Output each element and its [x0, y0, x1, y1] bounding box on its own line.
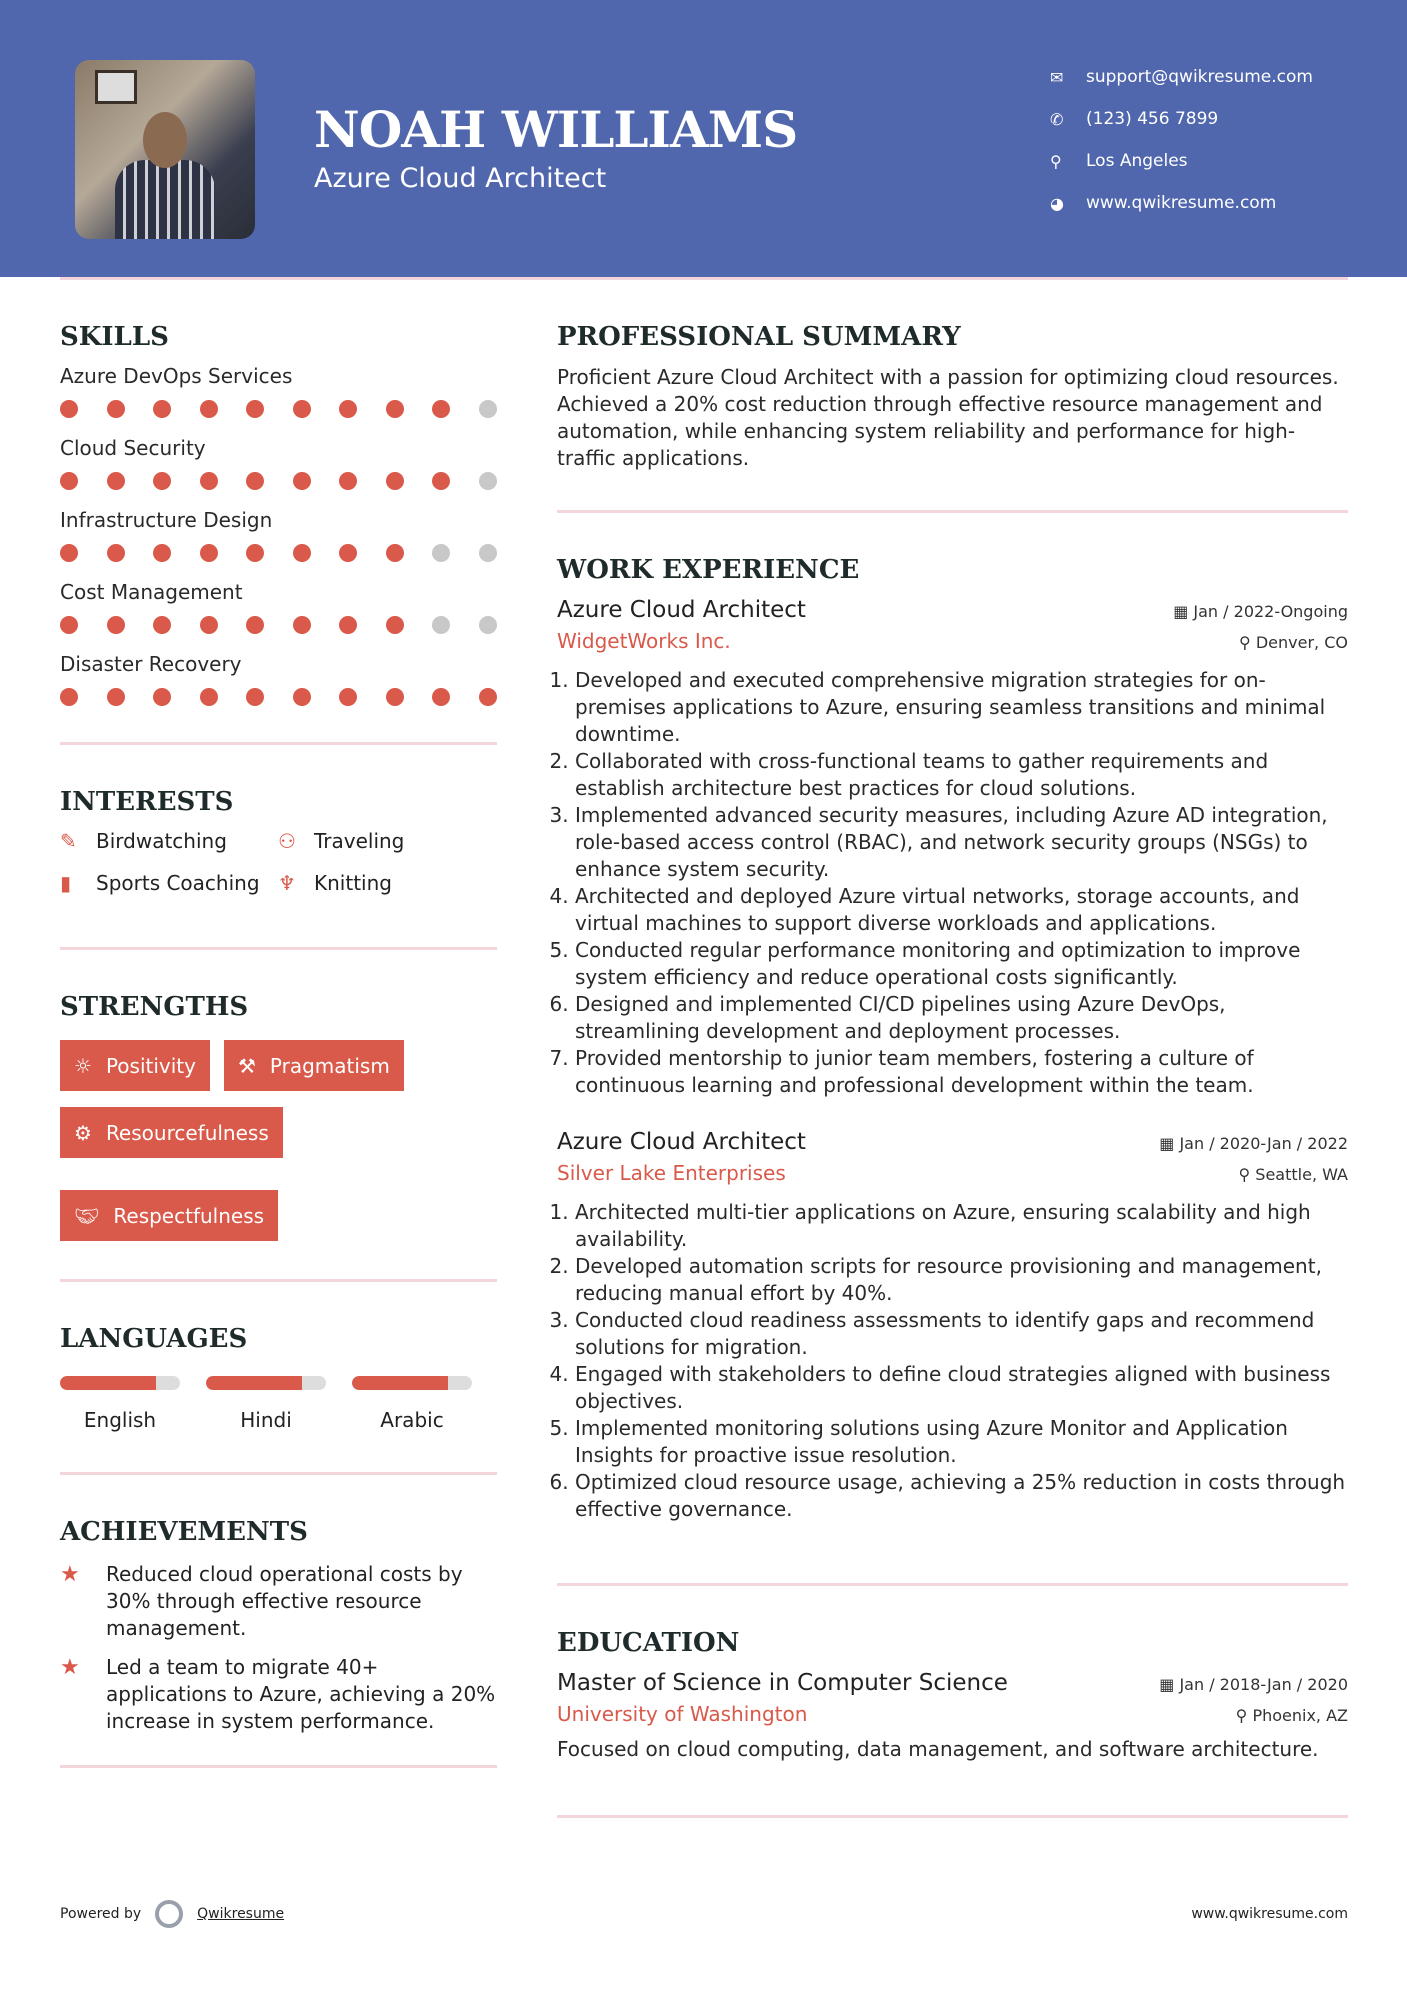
rating-dot [479, 472, 497, 490]
contact-text: support@qwikresume.com [1086, 67, 1313, 87]
education-location [1236, 1706, 1348, 1725]
skills-list [60, 364, 497, 706]
rating-dot [200, 616, 218, 634]
rating-dot [386, 616, 404, 634]
interests-heading: INTERESTS [60, 787, 234, 817]
location-text: Phoenix, AZ [1252, 1706, 1348, 1725]
gavel-icon: ⚒ [237, 1053, 256, 1078]
summary-heading: PROFESSIONAL SUMMARY [557, 322, 961, 352]
job-bullets [557, 667, 1348, 1099]
interests-list [60, 829, 497, 895]
interest-label: Sports Coaching [96, 871, 260, 895]
rating-dot [200, 472, 218, 490]
rating-dot [153, 544, 171, 562]
language-bar-fill [206, 1376, 302, 1390]
strength-label: Resourcefulness [105, 1120, 269, 1145]
rating-dot [432, 544, 450, 562]
rating-dot [479, 616, 497, 634]
strength-tag [60, 1190, 278, 1241]
rating-dot [60, 472, 78, 490]
skill-rating [60, 616, 497, 634]
footer-site[interactable]: www.qwikresume.com [1191, 1906, 1348, 1922]
language-bar [60, 1376, 180, 1390]
skill-name: Cost Management [60, 580, 243, 604]
rating-dot [107, 544, 125, 562]
language-item [206, 1376, 326, 1432]
skills-heading: SKILLS [60, 322, 169, 352]
rating-dot [293, 472, 311, 490]
gears-icon: ⚙ [74, 1120, 92, 1145]
interest-label: Traveling [314, 829, 405, 853]
job-bullet: 1. Architected multi-tier applications on Azure, ensuring scalability and high availability. [575, 1199, 1348, 1253]
summary-text: Proficient Azure Cloud Architect with a passion for optimizing cloud resources. Achieved a 20% cost reduction through effective resource management and automation, while enhancing system reliability and performance for high-traffic applications. [557, 365, 1339, 470]
job-bullet: 2. Collaborated with cross-functional teams to gather requirements and establish architecture best practices for cloud solutions. [575, 748, 1348, 802]
rating-dot [60, 688, 78, 706]
skill-name: Infrastructure Design [60, 508, 273, 532]
powered-by-text: Powered by [60, 1906, 142, 1922]
job-bullets [557, 1199, 1348, 1523]
job-bullet: 2. Developed automation scripts for resource provisioning and management, reducing manual effort by 40%. [575, 1253, 1348, 1307]
edit-icon: ✎ [60, 829, 77, 853]
rating-dot [153, 688, 171, 706]
strength-label: Respectfulness [113, 1203, 265, 1228]
skill-rating [60, 400, 497, 418]
job-bullet: 3. Implemented advanced security measures, including Azure AD integration, role-based access control (RBAC), and network security groups (NSGs) to enhance system security. [575, 802, 1348, 883]
sun-icon: ☼ [74, 1053, 92, 1078]
rating-dot [432, 472, 450, 490]
rating-dot [153, 616, 171, 634]
rating-dot [432, 400, 450, 418]
rating-dot [293, 544, 311, 562]
interest-item [278, 871, 497, 895]
strength-label: Pragmatism [269, 1053, 390, 1078]
rating-dot [60, 616, 78, 634]
job-sub [557, 1161, 1348, 1185]
interest-label: Knitting [314, 871, 392, 895]
interest-item [278, 829, 497, 853]
language-bar-fill [352, 1376, 448, 1390]
rating-dot [293, 400, 311, 418]
strengths-heading: STRENGTHS [60, 992, 249, 1022]
job-bullet: 6. Designed and implemented CI/CD pipelines using Azure DevOps, streamlining development and deployment processes. [575, 991, 1348, 1045]
education-heading: EDUCATION [557, 1628, 740, 1658]
handshake-icon: 🤝︎ [74, 1203, 100, 1228]
education-text: Focused on cloud computing, data management, and software architecture. [557, 1737, 1319, 1761]
jobs-list [557, 597, 1348, 1523]
contact-text: (123) 456 7899 [1086, 109, 1219, 129]
education-date [1159, 1675, 1348, 1694]
job-bullet: 5. Conducted regular performance monitoring and optimization to improve system efficiency and reduce operational costs significantly. [575, 937, 1348, 991]
rating-dot [246, 688, 264, 706]
job-title: Azure Cloud Architect [557, 597, 806, 623]
contact-website[interactable] [1050, 182, 1313, 224]
contact-list [1050, 56, 1313, 224]
binoculars-icon: ⚇ [278, 829, 296, 853]
rating-dot [200, 544, 218, 562]
strength-tag [60, 1107, 283, 1158]
pin-icon: ⚲ [1235, 1706, 1253, 1725]
language-bar-fill [60, 1376, 156, 1390]
rating-dot [107, 688, 125, 706]
strengths-list [60, 1040, 497, 1241]
rating-dot [339, 472, 357, 490]
achievement-item [60, 1654, 497, 1735]
trophy-icon: ♆ [278, 871, 296, 895]
rating-dot [60, 400, 78, 418]
skill-rating [60, 544, 497, 562]
rating-dot [479, 544, 497, 562]
calendar-icon: ▦ [1173, 602, 1194, 621]
contact-phone[interactable] [1050, 98, 1313, 140]
section-divider [557, 510, 1348, 513]
language-item [60, 1376, 180, 1432]
header-banner [0, 0, 1407, 277]
rating-dot [107, 400, 125, 418]
rating-dot [246, 400, 264, 418]
phone-icon: ✆ [1050, 109, 1064, 129]
achievement-text: Reduced cloud operational costs by 30% through effective resource management. [106, 1562, 463, 1640]
qwikresume-logo-icon [155, 1900, 183, 1928]
location-text: Denver, CO [1255, 633, 1348, 652]
contact-text: Los Angeles [1086, 151, 1188, 171]
skill-rating [60, 688, 497, 706]
rating-dot [386, 688, 404, 706]
date-text: Jan / 2018-Jan / 2020 [1179, 1675, 1348, 1694]
job-location [1239, 633, 1348, 652]
school: University of Washington [557, 1702, 808, 1726]
contact-email[interactable] [1050, 56, 1313, 98]
languages-heading: LANGUAGES [60, 1324, 248, 1354]
language-name: English [83, 1408, 157, 1432]
left-column [60, 322, 497, 1768]
job-bullet: 1. Developed and executed comprehensive migration strategies for on-premises applications to Azure, ensuring seamless transitions and minimal downtime. [575, 667, 1348, 748]
rating-dot [60, 544, 78, 562]
rating-dot [386, 544, 404, 562]
achievements-heading: ACHIEVEMENTS [60, 1517, 308, 1547]
briefcase-icon: ▮ [60, 871, 72, 895]
rating-dot [386, 472, 404, 490]
job-bullet: 3. Conducted cloud readiness assessments to identify gaps and recommend solutions for migration. [575, 1307, 1348, 1361]
rating-dot [246, 544, 264, 562]
job-date [1173, 602, 1348, 621]
job-bullet: 5. Implemented monitoring solutions using Azure Monitor and Application Insights for proactive issue resolution. [575, 1415, 1348, 1469]
footer-powered [60, 1900, 284, 1928]
job-entry [557, 597, 1348, 1099]
pin-icon: ⚲ [1238, 1165, 1256, 1184]
date-text: Jan / 2020-Jan / 2022 [1179, 1134, 1348, 1153]
location-text: Seattle, WA [1255, 1165, 1348, 1184]
section-divider [557, 1583, 1348, 1586]
job-date [1159, 1134, 1348, 1153]
section-divider [60, 1472, 497, 1475]
calendar-icon: ▦ [1159, 1675, 1180, 1694]
language-bar [352, 1376, 472, 1390]
skill-name: Cloud Security [60, 436, 206, 460]
rating-dot [479, 400, 497, 418]
rating-dot [293, 688, 311, 706]
job-sub [557, 629, 1348, 653]
skill-rating [60, 472, 497, 490]
job-header [557, 1129, 1348, 1155]
rating-dot [339, 544, 357, 562]
job-title: Azure Cloud Architect [557, 1129, 806, 1155]
star-icon: ★ [60, 1655, 80, 1680]
profile-photo [75, 60, 255, 239]
rating-dot [432, 616, 450, 634]
rating-dot [200, 400, 218, 418]
globe-icon: ◕ [1050, 193, 1064, 213]
experience-heading: WORK EXPERIENCE [557, 555, 860, 585]
company-name: Silver Lake Enterprises [557, 1161, 786, 1185]
language-name: Hindi [240, 1408, 292, 1432]
rating-dot [339, 616, 357, 634]
calendar-icon: ▦ [1159, 1134, 1180, 1153]
candidate-name: NOAH WILLIAMS [314, 100, 798, 159]
rating-dot [246, 616, 264, 634]
achievement-text: Led a team to migrate 40+ applications to Azure, achieving a 20% increase in system performance. [106, 1655, 496, 1733]
rating-dot [153, 400, 171, 418]
section-divider [60, 742, 497, 745]
job-bullet: 4. Architected and deployed Azure virtual networks, storage accounts, and virtual machines to support diverse workloads and applications. [575, 883, 1348, 937]
rating-dot [293, 616, 311, 634]
contact-location [1050, 140, 1313, 182]
rating-dot [246, 472, 264, 490]
contact-text: www.qwikresume.com [1086, 193, 1277, 213]
rating-dot [386, 400, 404, 418]
interest-item [60, 871, 278, 895]
languages-list [60, 1376, 497, 1432]
skill-name: Disaster Recovery [60, 652, 242, 676]
rating-dot [153, 472, 171, 490]
strength-tag [224, 1040, 404, 1091]
date-text: Jan / 2022-Ongoing [1193, 602, 1348, 621]
interest-label: Birdwatching [96, 829, 227, 853]
map-pin-icon: ⚲ [1050, 151, 1062, 171]
rating-dot [107, 472, 125, 490]
language-name: Arabic [380, 1408, 444, 1432]
rating-dot [200, 688, 218, 706]
job-header [557, 597, 1348, 623]
education-sub [557, 1702, 1348, 1726]
interest-item [60, 829, 278, 853]
right-column [557, 322, 1348, 1818]
skill-name: Azure DevOps Services [60, 364, 293, 388]
section-divider [557, 1815, 1348, 1818]
strength-tag [60, 1040, 210, 1091]
section-divider [60, 947, 497, 950]
rating-dot [339, 400, 357, 418]
brand-link[interactable]: Qwikresume [197, 1906, 285, 1922]
header-divider [60, 277, 1348, 280]
section-divider [60, 1279, 497, 1282]
job-entry [557, 1129, 1348, 1523]
job-bullet: 7. Provided mentorship to junior team members, fostering a culture of continuous learning and professional development within the team. [575, 1045, 1348, 1099]
envelope-icon: ✉ [1050, 67, 1064, 87]
job-location [1238, 1165, 1348, 1184]
job-bullet: 6. Optimized cloud resource usage, achieving a 25% reduction in costs through effective governance. [575, 1469, 1348, 1523]
star-icon: ★ [60, 1562, 80, 1587]
strength-label: Positivity [105, 1053, 196, 1078]
rating-dot [339, 688, 357, 706]
pin-icon: ⚲ [1239, 633, 1256, 652]
rating-dot [432, 688, 450, 706]
candidate-title: Azure Cloud Architect [314, 163, 607, 194]
degree: Master of Science in Computer Science [557, 1670, 1008, 1696]
language-item [352, 1376, 472, 1432]
education-header [557, 1670, 1348, 1696]
section-divider [60, 1765, 497, 1768]
rating-dot [479, 688, 497, 706]
company-name: WidgetWorks Inc. [557, 629, 731, 653]
achievement-item [60, 1561, 497, 1642]
rating-dot [107, 616, 125, 634]
job-bullet: 4. Engaged with stakeholders to define cloud strategies aligned with business objectives. [575, 1361, 1348, 1415]
language-bar [206, 1376, 326, 1390]
